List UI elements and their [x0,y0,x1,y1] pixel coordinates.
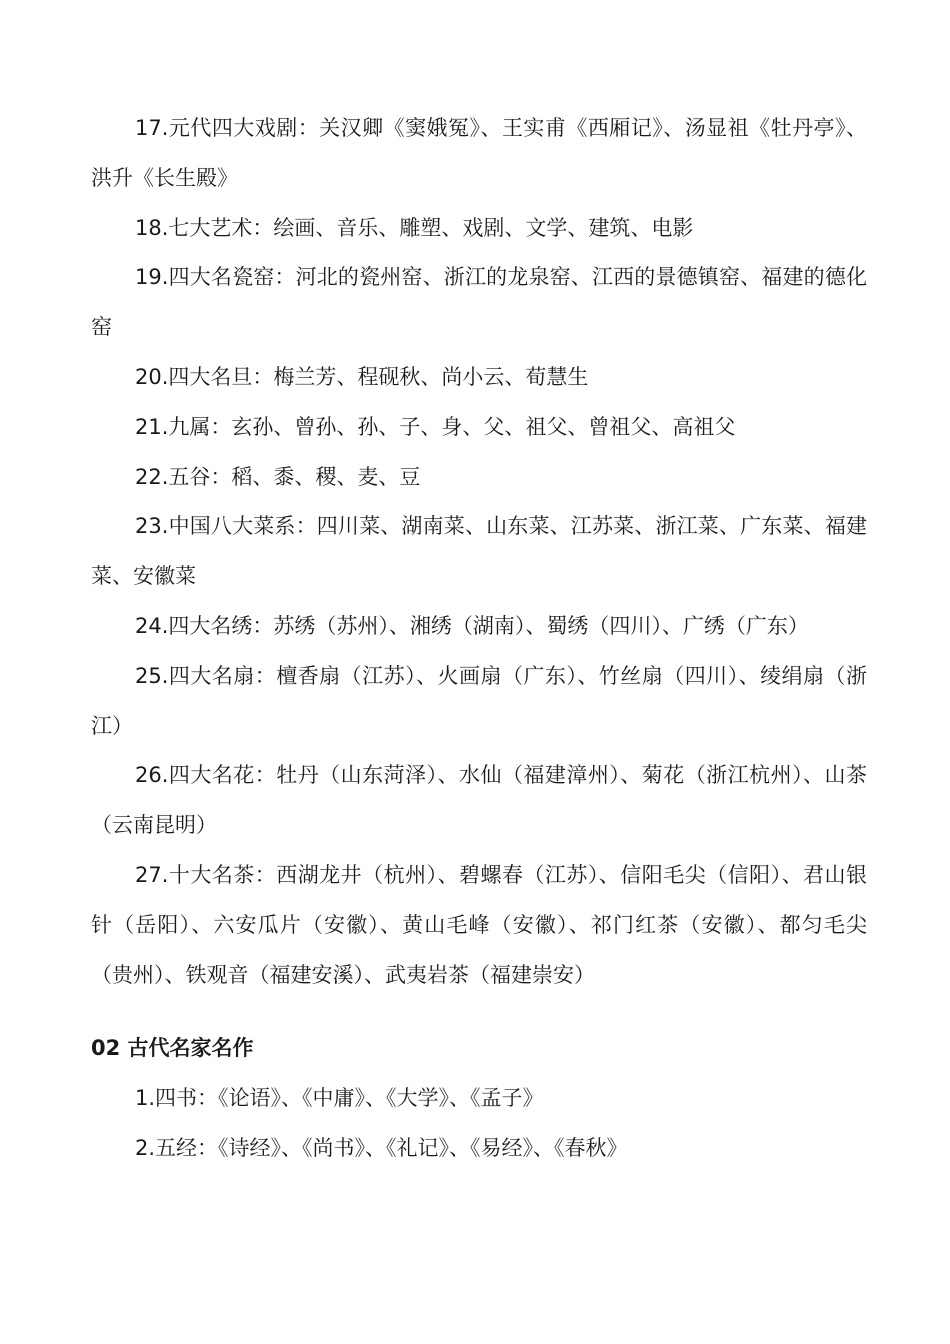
list-item: 17.元代四大戏剧：关汉卿《窦娥冤》、王实甫《西厢记》、汤显祖《牡丹亭》、洪升《长生殿》 [91,116,867,190]
list-item: 1.四书：《论语》、《中庸》、《大学》、《孟子》 [135,1086,544,1111]
section-heading: 02 古代名家名作 [91,1036,254,1061]
list-item: 20.四大名旦：梅兰芳、程砚秋、尚小云、荀慧生 [135,364,589,389]
list-item: 22.五谷：稻、黍、稷、麦、豆 [135,464,421,489]
list-item: 24.四大名绣：苏绣（苏州）、湘绣（湖南）、蜀绣（四川）、广绣（广东） [135,613,809,638]
list-item: 25.四大名扇：檀香扇（江苏）、火画扇（广东）、竹丝扇（四川）、绫绢扇（浙江） [91,663,867,738]
list-item: 21.九属：玄孙、曾孙、孙、子、身、父、祖父、曾祖父、高祖父 [135,414,736,439]
list-item: 26.四大名花：牡丹（山东菏泽）、水仙（福建漳州）、菊花（浙江杭州）、山茶（云南昆明） [91,763,867,838]
list-item: 19.四大名瓷窑：河北的瓷州窑、浙江的龙泉窑、江西的景德镇窑、福建的德化窑 [91,265,867,340]
list-item: 23.中国八大菜系：四川菜、湖南菜、山东菜、江苏菜、浙江菜、广东菜、福建菜、安徽菜 [91,514,867,589]
list-item: 18.七大艺术：绘画、音乐、雕塑、戏剧、文学、建筑、电影 [135,215,694,240]
list-item: 27.十大名茶：西湖龙井（杭州）、碧螺春（江苏）、信阳毛尖（信阳）、君山银针（岳阳）、六安瓜片（安徽）、黄山毛峰（安徽）、祁门红茶（安徽）、都匀毛尖（贵州）、铁观音（福建安溪）、武夷岩茶（福建崇安） [91,862,867,987]
document-content [91,104,867,1174]
list-item: 2.五经：《诗经》、《尚书》、《礼记》、《易经》、《春秋》 [135,1135,628,1160]
